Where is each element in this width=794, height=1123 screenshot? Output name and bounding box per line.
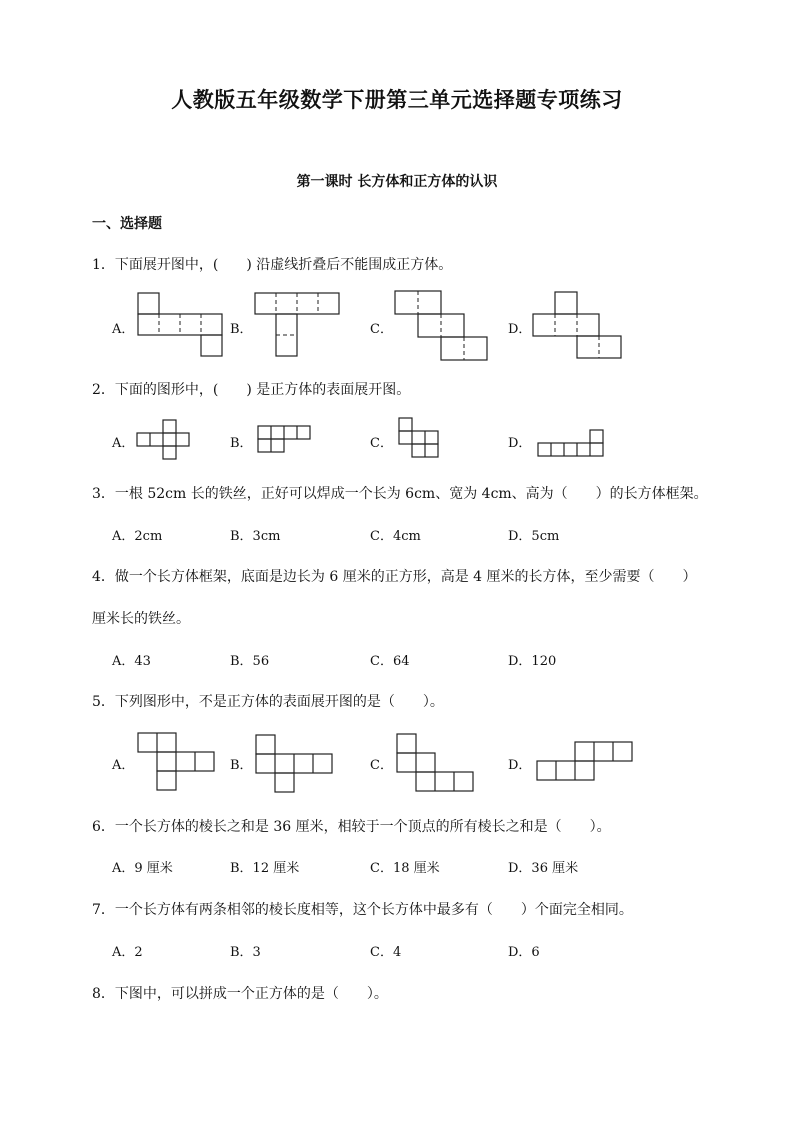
question-6-text: 6．一个长方体的棱长之和是 36 厘米，相较于一个顶点的所有棱长之和是（ ）。 xyxy=(92,819,611,835)
q5-option-c-net xyxy=(397,734,477,796)
q5-option-b-label[interactable]: B． xyxy=(230,758,253,773)
lesson-subtitle: 第一课时 长方体和正方体的认识 xyxy=(296,174,498,190)
q4-option-c[interactable]: C．64 xyxy=(370,654,410,669)
q2-option-b-label[interactable]: B． xyxy=(230,436,253,451)
q7-option-d[interactable]: D．6 xyxy=(508,945,540,960)
q5-option-b-net xyxy=(256,735,336,797)
question-7-text: 7．一个长方体有两条相邻的棱长度相等，这个长方体中最多有（ ）个面完全相同。 xyxy=(92,902,633,918)
q5-option-a-net xyxy=(138,733,218,795)
q3-option-a[interactable]: A．2cm xyxy=(112,529,163,544)
q1-option-a-net xyxy=(138,293,228,359)
q1-option-c-net xyxy=(395,291,491,361)
q4-option-d[interactable]: D．120 xyxy=(508,654,557,669)
q1-option-b-net xyxy=(255,293,345,359)
q2-option-b-net xyxy=(258,426,314,456)
question-5-text: 5．下列图形中，不是正方体的表面展开图的是（ ）。 xyxy=(92,694,444,710)
section-heading: 一、选择题 xyxy=(92,216,162,232)
q2-option-c-label[interactable]: C． xyxy=(370,436,393,451)
q1-option-a-label[interactable]: A． xyxy=(112,322,135,337)
q2-option-d-net xyxy=(538,430,608,460)
q7-option-b[interactable]: B．3 xyxy=(230,945,261,960)
q5-option-c-label[interactable]: C． xyxy=(370,758,393,773)
q2-option-d-label[interactable]: D． xyxy=(508,436,532,451)
q2-option-a-net xyxy=(137,420,193,462)
question-3-text: 3．一根 52cm 长的铁丝，正好可以焊成一个长为 6cm、宽为 4cm、高为（ ）的长方体框架。 xyxy=(92,486,708,502)
q3-option-b[interactable]: B．3cm xyxy=(230,529,281,544)
q1-option-d-net xyxy=(533,292,629,360)
q7-option-a[interactable]: A．2 xyxy=(112,945,143,960)
question-1-text: 1．下面展开图中，( ) 沿虚线折叠后不能围成正方体。 xyxy=(92,257,453,273)
q5-option-d-label[interactable]: D． xyxy=(508,758,532,773)
q7-option-c[interactable]: C．4 xyxy=(370,945,402,960)
q4-option-a[interactable]: A．43 xyxy=(112,654,151,669)
q1-option-d-label[interactable]: D． xyxy=(508,322,532,337)
q6-option-d[interactable]: D．36 厘米 xyxy=(508,861,579,876)
q3-option-d[interactable]: D．5cm xyxy=(508,529,560,544)
q1-option-c-label[interactable]: C． xyxy=(370,322,393,337)
page-title: 人教版五年级数学下册第三单元选择题专项练习 xyxy=(171,88,623,112)
question-8-text: 8．下图中，可以拼成一个正方体的是（ ）。 xyxy=(92,986,388,1002)
question-4-text: 4．做一个长方体框架，底面是边长为 6 厘米的正方形，高是 4 厘米的长方体，至少需要（ ） xyxy=(92,569,697,585)
q6-option-a[interactable]: A．9 厘米 xyxy=(112,861,173,876)
question-4-text-continued: 厘米长的铁丝。 xyxy=(92,611,190,627)
q1-option-b-label[interactable]: B． xyxy=(230,322,253,337)
q3-option-c[interactable]: C．4cm xyxy=(370,529,421,544)
q2-option-c-net xyxy=(399,418,443,460)
q6-option-b[interactable]: B．12 厘米 xyxy=(230,861,300,876)
q5-option-a-label[interactable]: A． xyxy=(112,758,135,773)
q4-option-b[interactable]: B．56 xyxy=(230,654,270,669)
question-2-text: 2．下面的图形中，( ) 是正方体的表面展开图。 xyxy=(92,382,411,398)
q2-option-a-label[interactable]: A． xyxy=(112,436,135,451)
q6-option-c[interactable]: C．18 厘米 xyxy=(370,861,440,876)
q5-option-d-net xyxy=(537,742,633,784)
